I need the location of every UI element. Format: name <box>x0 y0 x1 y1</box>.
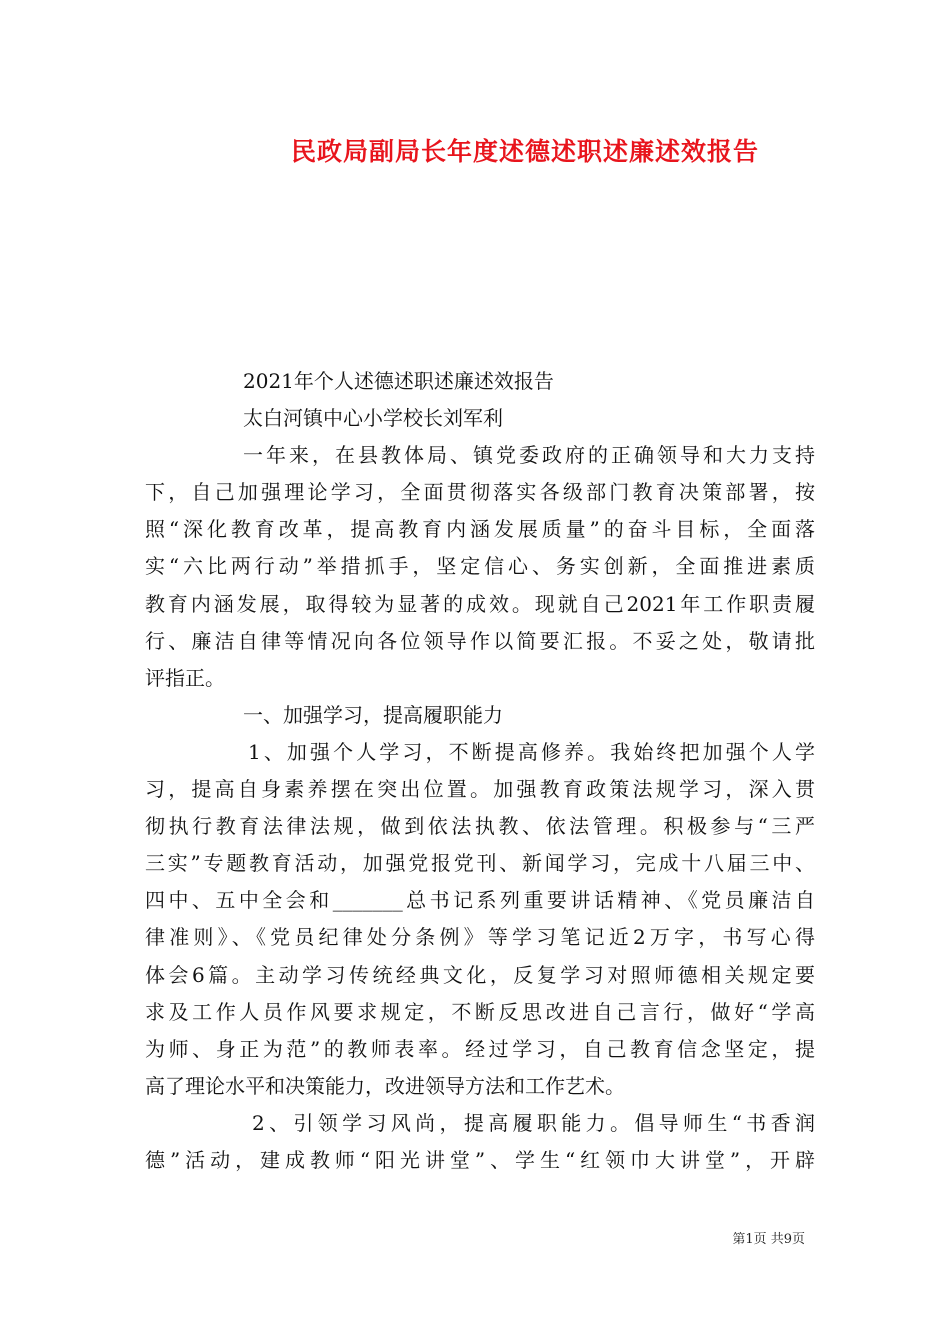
report-subtitle: 2021年个人述德述职述廉述效报告 <box>243 369 554 393</box>
paragraph-line: 评指正。 <box>145 665 225 690</box>
paragraph-line: 彻执行教育法律法规，做到依法执教、依法管理。积极参与“三严 <box>145 814 815 839</box>
paragraph-line: 习，提高自身素养摆在突出位置。加强教育政策法规学习，深入贯 <box>145 777 815 802</box>
paragraph-line: 德”活动，建成教师“阳光讲堂”、学生“红领巾大讲堂”，开辟 <box>145 1147 815 1172</box>
author-line: 太白河镇中心小学校长刘军利 <box>243 406 503 431</box>
document-body <box>145 363 815 1179</box>
paragraph-line: 体会6篇。主动学习传统经典文化，反复学习对照师德相关规定要 <box>145 962 815 987</box>
document-title: 民政局副局长年度述德述职述廉述效报告 <box>290 137 759 166</box>
paragraph-line: 一年来，在县教体局、镇党委政府的正确领导和大力支持 <box>243 443 815 468</box>
paragraph-line: 2、引领学习风尚，提高履职能力。倡导师生“书香润 <box>252 1110 815 1135</box>
paragraph-line: 律准则》、《党员纪律处分条例》等学习笔记近2万字，书写心得 <box>145 925 815 950</box>
paragraph-line: 三实”专题教育活动，加强党报党刊、新闻学习，完成十八届三中、 <box>145 851 815 876</box>
section-heading: 一、加强学习，提高履职能力 <box>243 702 503 727</box>
paragraph-line: 为师、身正为范”的教师表率。经过学习，自己教育信念坚定，提 <box>145 1036 815 1061</box>
paragraph-line: 四中、五中全会和_______总书记系列重要讲话精神、《党员廉洁自 <box>145 888 815 913</box>
paragraph-line: 照“深化教育改革，提高教育内涵发展质量”的奋斗目标，全面落 <box>145 517 815 542</box>
paragraph-line: 求及工作人员作风要求规定，不断反思改进自己言行，做好“学高 <box>145 999 815 1024</box>
paragraph-line: 1、加强个人学习，不断提高修养。我始终把加强个人学 <box>248 739 815 764</box>
paragraph-line: 教育内涵发展，取得较为显著的成效。现就自己2021年工作职责履 <box>145 591 815 616</box>
page-number: 第1页 共9页 <box>732 1232 805 1247</box>
paragraph-line: 行、廉洁自律等情况向各位领导作以简要汇报。不妥之处，敬请批 <box>145 628 815 653</box>
paragraph-line: 下，自己加强理论学习，全面贯彻落实各级部门教育决策部署，按 <box>145 480 815 505</box>
paragraph-line: 高了理论水平和决策能力，改进领导方法和工作艺术。 <box>145 1073 625 1098</box>
paragraph-line: 实“六比两行动”举措抓手，坚定信心、务实创新，全面推进素质 <box>145 554 815 579</box>
